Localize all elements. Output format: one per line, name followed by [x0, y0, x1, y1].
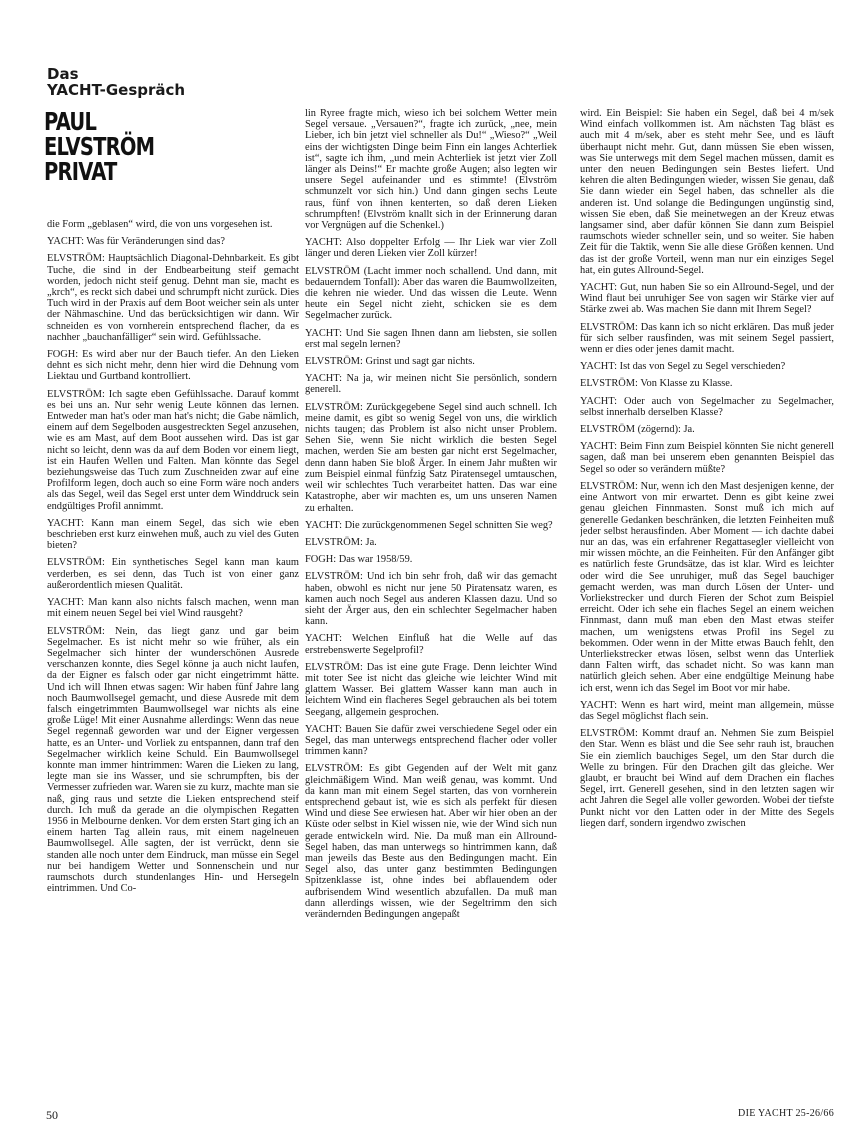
text-column-2	[305, 108, 557, 1100]
paragraph: FOGH: Das war 1958/59.	[305, 554, 413, 566]
paragraph: YACHT: Wenn es hart wird, meint man allgemein, müsse das Segel möglichst flach sein.	[580, 699, 834, 722]
paragraph: YACHT: Ist das von Segel zu Segel verschieden?	[580, 361, 786, 373]
paragraph: ELVSTRÖM: Zurückgegebene Segel sind auch schnell. Ich meine damit, es gibt so wenig Segel von uns, die wirklich nichts taugen; das Problem ist also nicht unser Problem. Sehen Sie, wenn Sie nicht wirklich die besten Segel machen, werden Sie am besten gar nicht erst Segelmacher, denn dann haben Sie bloß Ärger. In einem Jahr mußten wir zum Beispiel einmal fünfzig Satz Piratensegel umtauschen, weil wir schlechtes Tuch verarbeitet hatten. Das war eine Katastrophe, aber wir machten es, um uns unseren Namen zu erhalten.	[305, 401, 557, 514]
paragraph: YACHT: Gut, nun haben Sie so ein Allround-Segel, und der Wind flaut bei unruhiger See von sagen wir Stärke vier auf Stärke zwei ab. Was machen Sie dann mit Ihrem Segel?	[580, 282, 834, 316]
paragraph: ELVSTRÖM (zögernd): Ja.	[580, 424, 695, 436]
section-rubric	[47, 66, 185, 98]
page-number: 50	[46, 1108, 58, 1122]
paragraph: FOGH: Es wird aber nur der Bauch tiefer. An den Lieken dehnt es sich nicht mehr, denn hier wird die Dehnung vom Liektau und Gurtband kontrolliert.	[47, 349, 299, 383]
headline-line-3: PRIVAT	[44, 157, 117, 186]
article-headline	[44, 107, 155, 186]
paragraph: ELVSTRÖM: Ich sagte eben Gefühlssache. Darauf kommt es bei uns an. Nur sehr wenig Leute können das lernen. Entweder man hat's oder man hat's nicht; die Gabe nämlich, einem auf dem Segelboden ausgestreckten Segel anzusehen, wie es am Mast, auf dem Boot aussehen wird. Das ist gar nicht so leicht, denn was da auf dem Boden vor einem liegt, ist ein Haufen Wellen und Falten. Man könnte das Segel beziehungsweise das Tuch zum Zuschneiden zwar auf eine Profilform legen, doch auch so eine Form wäre noch anders als das Segel, weil das Segel erst unter dem Winddruck sein endgültiges Profil annimmt.	[47, 388, 299, 512]
paragraph: YACHT: Man kann also nichts falsch machen, wenn man mit einem neuen Segel bei viel Wind rausgeht?	[47, 597, 299, 620]
paragraph: YACHT: Na ja, wir meinen nicht Sie persönlich, sondern generell.	[305, 373, 557, 396]
paragraph: YACHT: Bauen Sie dafür zwei verschiedene Segel oder ein Segel, das man unterwegs entsprechend flacher oder voller trimmen kann?	[305, 723, 557, 758]
paragraph: ELVSTRÖM: Nur, wenn ich den Mast desjenigen kenne, der eine Antwort von mir erwartet. Denn es gibt keine zwei genau gleichen Finnmasten. Sonst muß ich mich auf generelle Gedanken beschränken, die letzten Feinheiten muß jeder selbst herausfinden. Aber Moment — ich dachte dabei nur an das, was ein erfahrener Regattasegler vielleicht von mir wissen möchte, an die Feinheiten. Für den Anfänger gibt es natürlich feste Grundsätze, das ist klar. Wird es leichter oder wird die See unruhiger, muß das Segel bauchiger gemacht werden, was man durch Lösen der Unter- und Vorliekstrecker und durch Fieren der Schot zum Beispiel erreicht. Oder ich sehe ein flaches Segel an einem weichen Finnmast, dann muß man eben den Mast etwas steifer machen, um wenigstens etwas Profil ins Segel zu bekommen. Oder wenn in der Mitte etwas Bauch fehlt, den Unterliekstrecker etwas lösen, selbst wenn das Unterliek dann Falten wirft, das schadet nicht. So was kann man natürlich gleich sehen. Aber eine endgültige Meinung habe ich erst, wenn ich das Segel im Boot vor mir habe.	[580, 480, 834, 694]
paragraph: ELVSTRÖM: Von Klasse zu Klasse.	[580, 378, 733, 390]
paragraph: ELVSTRÖM: Es gibt Gegenden auf der Welt mit ganz gleichmäßigem Wind. Man weiß genau, was kommt. Und da kann man mit einem Segel starten, das von vornherein entsprechend gebaut ist, wie es sich als perfekt für diesen Wind und diese See erwiesen hat. Aber wir hier oben an der Küste oder selbst in Kiel wissen nie, wie der Wind sich nun gerade entwickeln wird. Nie. Da muß man ein Allround-Segel haben, das man unterwegs so hintrimmen kann, daß man jeweils das Beste aus den Bedingungen macht. Ein Segel also, das unter ganz bestimmten Bedingungen Spitzenklasse ist, ohne indes bei abflauendem oder aufbrisendem Wind wesentlich abzufallen. Da muß man dann allerdings wissen, wie der Segeltrimm den sich verändernden Bedingungen angepaßt	[305, 763, 557, 920]
paragraph: YACHT: Beim Finn zum Beispiel könnten Sie nicht generell sagen, daß man bei unserem eben genannten Beispiel das Segel so oder so verändern müßte?	[580, 441, 834, 475]
paragraph: ELVSTRÖM (Lacht immer noch schallend. Und dann, mit bedauerndem Tonfall): Aber das waren die Baumwollzeiten, die kehren nie wieder. Und das wissen die Leute. Wenn heute ein Segel nicht zieht, schicken sie es dem Segelmacher zurück.	[305, 265, 557, 322]
text-column-1	[47, 219, 299, 1099]
paragraph: ELVSTRÖM: Das kann ich so nicht erklären. Das muß jeder für sich selber rausfinden, was mit seinem Segel passiert, wenn er dies oder jenes damit macht.	[580, 321, 834, 356]
paragraph: YACHT: Was für Veränderungen sind das?	[47, 236, 226, 248]
paragraph: YACHT: Die zurückgenommenen Segel schnitten Sie weg?	[305, 519, 553, 531]
paragraph: YACHT: Oder auch von Segelmacher zu Segelmacher, selbst innerhalb derselben Klasse?	[580, 395, 834, 418]
paragraph: ELVSTRÖM: Ja.	[305, 536, 377, 548]
paragraph: ELVSTRÖM: Nein, das liegt ganz und gar beim Segelmacher. Es ist nicht mehr so wie früher, als ein Segelmacher sich hinter der wunderschönen Ausrede verschanzen konnte, dies Segel könne ja auch nicht laufen, da der Eigner es falsch oder gar nicht eingetrimmt hätte. Und ich will Ihnen etwas sagen: Wir haben fünf Jahre lang noch Baumwollsegel gemacht, und diese Ausrede mit dem falsch eingetrimmten Baumwollsegel war nichts als eine große Lüge! Mit einer Ausnahme allerdings: Wenn das neue Segel regennaß geworden war und der Eigner vergessen hatte, es an Unter- und Vorliek zu entspannen, dann traf den Segelmacher wirklich keine Schuld. Ein Baumwollsegel konnte man immer hintrimmen: Waren die Lieken zu lang, legte man sie ins Wasser, und sie schrumpften, bis der Vermesser zufrieden war. Waren sie zu kurz, machte man sie naß, ging raus und setzte die Lieken entsprechend steif durch. Ich muß da gerade an die olympischen Regatten 1956 in Melbourne denken. Vor dem ersten Start ging ich an einem harten Tag allein raus, mit einem nagelneuen Baumwollsegel. Alle sagten, der ist verrückt, denn sie standen alle noch unter dem Eindruck, man müsse ein Segel nur bei handigem Wetter und Sonnenschein und nur raumschots durch stundenlanges Hin- und Hersegeln eintrimmen. Und Co-	[47, 625, 299, 895]
paragraph: wird. Ein Beispiel: Sie haben ein Segel, daß bei 4 m/sek Wind einfach vollkommen ist. Am nächsten Tag bläst es auch mit 4 m/sek, aber es steht mehr See, und es läuft überhaupt nicht mehr. Gut, dann müssen Sie eben wissen, was Sie unterwegs mit dem Segel machen müssen, damit es unter den neuen Bedingungen sein Bestes liefert. Und kehren die alten Bedingungen wieder, wissen Sie genau, daß Sie dann wieder ein Segel haben, das schneller als die anderen ist. Und solange die Bedingungen ungünstig sind, wissen Sie eben, daß Sie meinetwegen an der Kreuz etwas langsamer sind, aber dafür können Sie dann zum Beispiel raumschots wieder schneller sein, und so weiter. Sie haben Zeit für die Taktik, wenn Sie alle diese Größen kennen. Und das ist der große Vorteil, wenn man nur ein einziges Segel hat, ein gutes Allround-Segel.	[580, 108, 834, 276]
paragraph: YACHT: Und Sie sagen Ihnen dann am liebsten, sie sollen erst mal segeln lernen?	[305, 327, 557, 350]
paragraph: die Form „geblasen“ wird, die von uns vorgesehen ist.	[47, 219, 273, 230]
paragraph: ELVSTRÖM: Kommt drauf an. Nehmen Sie zum Beispiel den Star. Wenn es bläst und die See sehr rauh ist, brauchen Sie ein ziemlich bauchiges Segel, um den Star durch die Welle zu bringen. Für den Drachen gilt das gleiche. Wer glaubt, er braucht bei Wind auf dem Drachen ein flaches Segel, irrt. Generell gesehen, sind in den letzten sagen wir acht Jahren die Segel alle voller geworden. Wobei der tiefste Punkt nicht vor den Latten oder in der Mitte des Segels liegen darf, sondern irgendwo zwischen	[580, 728, 834, 829]
paragraph: YACHT: Kann man einem Segel, das sich wie eben beschrieben erst kurz einwehen muß, auch zu viel des Guten bieten?	[47, 517, 299, 552]
rubric-line-2: YACHT-Gespräch	[47, 81, 186, 99]
paragraph: YACHT: Welchen Einfluß hat die Welle auf das erstrebenswerte Segelprofil?	[305, 633, 557, 656]
journal-issue: DIE YACHT 25-26/66	[738, 1108, 834, 1119]
headline-line-1: PAUL	[44, 107, 97, 136]
paragraph: ELVSTRÖM: Ein synthetisches Segel kann man kaum verderben, es sei denn, das Tuch ist von einer ganz außerordentlich miesen Qualität.	[47, 557, 299, 591]
paragraph: ELVSTRÖM: Hauptsächlich Diagonal-Dehnbarkeit. Es gibt Tuche, die sind in der Endbearbeitung steif gemacht worden, jedoch nicht steif genug. Dehnt man sie, macht es „krch“, es reckt sich dabei und schrumpft nicht zurück. Dies Tuch wird in der Praxis auf dem Boot weicher sein als unter der Nähmaschine. Und das berücksichtigen wir dann. Wir schneiden es von vornherein entsprechend flacher, da es nachher „bauchanfälliger“ sein wird. Gefühlssache.	[47, 253, 299, 343]
text-column-3	[580, 108, 834, 1100]
paragraph: ELVSTRÖM: Das ist eine gute Frage. Denn leichter Wind mit toter See ist nicht das gleiche wie leichter Wind mit glattem Wasser. Bei glattem Wasser kann man auch in leichtem Wind ein flacheres Segel gebrauchen als bei totem Seegang, allgemein gesprochen.	[305, 661, 557, 718]
paragraph: YACHT: Also doppelter Erfolg — Ihr Liek war vier Zoll länger und deren Lieken vier Zoll kürzer!	[305, 237, 557, 260]
paragraph: lin Ryree fragte mich, wieso ich bei solchem Wetter mein Segel versaue. „Versauen?“, fragte ich zurück, „nee, mein Lieber, ich bin jetzt viel schneller als Du!“ „Wieso?“ „Weil eins der wichtigsten Dinge beim Finn ein langes Achterliek ist“, sagte ich ihm, „und mein Achterliek ist jetzt vier Zoll länger als Deins!“ Er machte große Augen; also legten wir unsere Segel aufeinander und es stimmte! (Elvström schmunzelt vor sich hin.) Und dann gingen sechs Leute raus, fünf von ihnen kenterten, so daß deren Lieken schrumpften! (Elvström knallt sich in der Erinnerung daran vor Vergnügen auf die Schenkel.)	[305, 108, 557, 232]
headline-line-2: ELVSTRÖM	[44, 132, 155, 161]
paragraph: ELVSTRÖM: Und ich bin sehr froh, daß wir das gemacht haben, obwohl es nicht nur jene 50 Piratensatz waren, es kamen auch noch Segel aus anderen Klassen dazu. Und so sieht der Ärger aus, den ein schlechter Segelmacher haben kann.	[305, 571, 557, 628]
rubric-line-1: Das	[47, 65, 79, 83]
paragraph: ELVSTRÖM: Grinst und sagt gar nichts.	[305, 356, 475, 368]
